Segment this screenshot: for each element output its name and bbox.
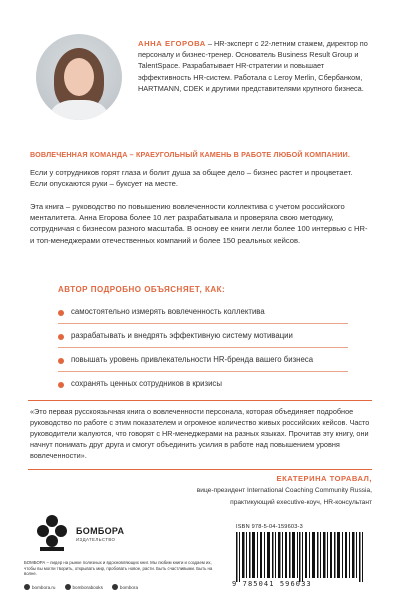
social-link-books[interactable]: bomborabooks <box>65 584 103 590</box>
list-item-text: сохранять ценных сотрудников в кризисы <box>71 379 222 388</box>
testimonial-author-role: вице-президент International Coaching Community Russia, <box>196 487 372 494</box>
testimonial-author-role-2: практикующий executive-коуч, HR-консультант <box>230 499 372 507</box>
author-portrait <box>36 34 122 120</box>
list-item-text: повышать уровень привлекательности HR-бренда вашего бизнеса <box>71 355 314 364</box>
list-item <box>58 324 348 348</box>
author-name: АННА ЕГОРОВА <box>138 39 206 48</box>
testimonial-author-name: ЕКАТЕРИНА ТОРАВАЛ, <box>276 474 372 483</box>
social-network-icon <box>112 584 118 590</box>
bullet-icon <box>58 310 64 316</box>
social-links <box>24 584 138 590</box>
testimonial-quote: «Это первая русскоязычная книга о вовлеченности персонала, которая объединяет подробное руководство по работе с этим показателем и огромное количество живых российских кейсов. Часто руководители жалуются, что говорят с HR-менеджерами на разных языках. Прочитав эту книгу, они начнут понимать друг друга и смогут объединить усилия в работе над повышением уровня вовлеченности». <box>30 407 370 460</box>
publisher-name: БОМБОРА <box>76 526 125 536</box>
testimonial-author <box>197 474 372 508</box>
list-item-text: самостоятельно измерять вовлеченность коллектива <box>71 307 265 316</box>
bullet-icon <box>58 358 64 364</box>
slogan: ВОВЛЕЧЕННАЯ КОМАНДА – КРАЕУГОЛЬНЫЙ КАМЕНЬ В РАБОТЕ ЛЮБОЙ КОМПАНИИ. <box>30 150 350 159</box>
bullet-icon <box>58 382 64 388</box>
author-bio-text: – HR-эксперт с 22-летним стажем, директор по персоналу и бизнес-тренер. Основатель Business Result Group и TalentSpace. Разрабатывает HR-стратегии и повышает эффективность HR-систем. Работала с Leroy Merlin, Сбербанком, HARTMANN, CDEK и другими представителями крупного бизнеса. <box>138 39 368 93</box>
list-item <box>58 348 348 372</box>
how-to-list <box>58 300 348 395</box>
bullet-icon <box>58 334 64 340</box>
testimonial-box <box>28 400 372 470</box>
globe-icon <box>24 584 30 590</box>
list-item <box>58 372 348 395</box>
social-link-site[interactable]: bombora.ru <box>24 584 56 590</box>
author-bio <box>138 38 378 94</box>
social-link-bombora[interactable]: bombora <box>112 584 138 590</box>
bombora-logo-icon <box>32 512 72 554</box>
barcode-digits: 9 785041 596033 <box>232 580 312 588</box>
social-network-icon <box>65 584 71 590</box>
list-item <box>58 300 348 324</box>
publisher-subtitle: ИЗДАТЕЛЬСТВО <box>76 537 116 542</box>
how-to-heading: АВТОР ПОДРОБНО ОБЪЯСНЯЕТ, КАК: <box>58 285 226 294</box>
publisher-about: БОМБОРА – лидер на рынке полезных и вдохновляющих книг. Мы любим книги и создаем их, чтобы вы могли творить, открывать мир, пробовать новое, расти. Быть счастливыми. Быть на волне. <box>24 560 213 577</box>
list-item-text: разрабатывать и внедрять эффективную систему мотивации <box>71 331 293 340</box>
description-paragraph: Эта книга – руководство по повышению вовлеченности коллектива с учетом российского менталитета. Анна Егорова более 10 лет разрабатывала и проверяла свою методику, сотрудничая с бизнесом разного масштаба. В основу ее книги легли более 100 интервью с HR- и топ-менеджерами отечественных компаний и более 150 реальных кейсов. <box>30 202 368 245</box>
barcode-icon <box>232 532 370 582</box>
isbn-text: ISBN 978-5-04-159603-3 <box>236 524 303 530</box>
intro-paragraph: Если у сотрудников горят глаза и болит душа за общее дело – бизнес растет и процветает. Если опускаются руки – буксует на месте. <box>30 168 353 189</box>
